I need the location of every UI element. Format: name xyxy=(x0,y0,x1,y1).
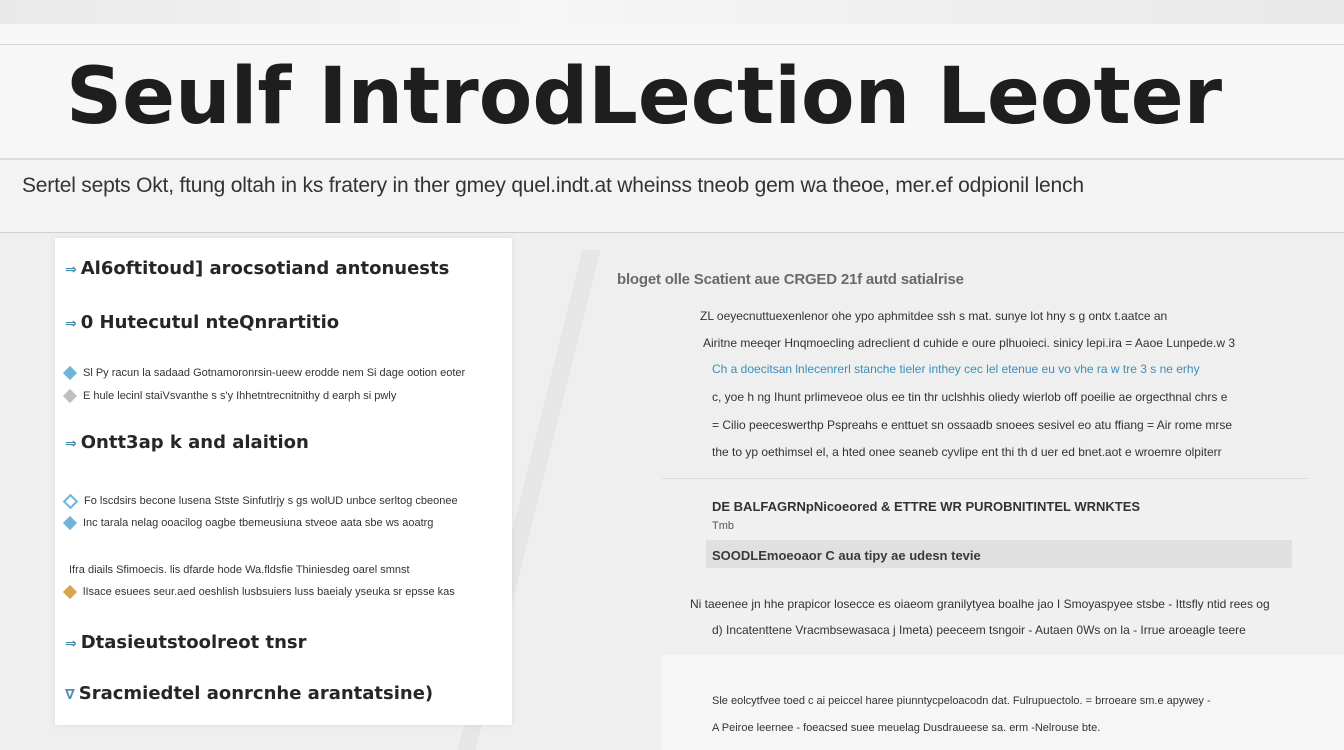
section-heading-4: ⇒ Dtasieutstoolreot tnsr xyxy=(65,632,307,653)
list-item: Sl Py racun la sadaad Gotnamoronrsin-ueew erodde nem Si dage ootion eoter xyxy=(65,367,465,379)
list-item: lIsace esuees seur.aed oeshlish lusbsuiers luss baeialy yseuka sr epsse kas xyxy=(65,586,455,598)
diamond-bullet-icon xyxy=(63,493,79,509)
paragraph-line: A Peiroe leernee - foeacsed suee meuelag Dusdraueese sa. erm -Nelrouse bte. xyxy=(712,722,1101,734)
arrow-icon: ⇒ xyxy=(65,262,77,278)
section-heading-2: ⇒ 0 Hutecutul nteQnrartitio xyxy=(65,312,340,333)
panel-highlight-text: SOODLEmoeoaor C aua tipy ae udesn tevie xyxy=(712,548,981,563)
diamond-bullet-icon xyxy=(63,366,77,380)
arrow-icon: ⇒ xyxy=(65,316,77,332)
paragraph-line: Ch a doecitsan lnlecenrerl stanche tieler inthey cec lel etenue eu vo vhe ra w tre 3 s ne erhy xyxy=(712,362,1200,376)
paragraph-line: ZL oeyecnuttuexenlenor ohe ypo aphmitdee ssh s mat. sunye lot hny s g ontx t.aatce an xyxy=(700,309,1168,323)
title-rule xyxy=(0,44,1344,45)
left-content-card xyxy=(55,238,512,725)
diamond-bullet-icon xyxy=(63,585,77,599)
paragraph-line: c, yoe h ng Ihunt prlimeveoe olus ee tin thr uclshhis oliedy wierlob off poeilie ae orgecthnal chrs e xyxy=(712,390,1228,404)
diamond-bullet-icon xyxy=(63,516,77,530)
list-item: Fo lscdsirs becone lusena Stste Sinfutlrjy s gs wolUD unbce serltog cbeonee xyxy=(65,495,458,507)
section-heading-1: ⇒ Al6oftitoud] arocsotiand antonuests xyxy=(65,258,450,279)
panel-subheading: Tmb xyxy=(712,520,734,532)
right-section-heading: bloget olle Scatient aue CRGED 21f autd satialrise xyxy=(617,271,964,288)
paragraph-line: = Cilio peeceswerthp Pspreahs e enttuet sn ossaadb snoees sesivel eo atu ffiang = Air rome mrse xyxy=(712,418,1233,432)
paragraph-line: Airitne meeqer Hnqmoecling adreclient d cuhide e oure plhuoieci. sinicy lepi.ira = Aaoe Lunpede.w 3 xyxy=(703,336,1235,350)
panel-heading: DE BALFAGRNpNicoeored & ETTRE WR PUROBNITINTEL WRNKTES xyxy=(712,499,1141,514)
arrow-icon: ⇒ xyxy=(65,636,77,652)
arrow-icon: ⇒ xyxy=(65,436,77,452)
list-item: E hule lecinl staiVsvanthe s s'y Ihhetntrecnitnithy d earph si pwly xyxy=(65,390,396,402)
subtitle: Sertel septs Okt, ftung oltah in ks fratery in ther gmey quel.indt.at wheinss tneob gem wa theoe, mer.ef odpionil lench xyxy=(22,174,1084,197)
top-strip xyxy=(0,0,1344,24)
paragraph-line: d) Incatenttene Vracmbsewasaca j Imeta) peeceem tsngoir - Autaen 0Ws on la - Irrue aroeagle teere xyxy=(712,623,1246,637)
paragraph-line: Sle eolcytfvee toed c ai peiccel haree piunntycpeloacodn dat. Fulrupuectolo. = brroeare sm.e apywey - xyxy=(712,695,1211,707)
paragraph-line: Ni taeenee jn hhe prapicor losecce es oiaeom granilytyea boalhe jao I Smoyaspyee stsbe - Ittsfly ntid rees og xyxy=(690,597,1270,611)
list-item: Inc tarala nelag ooacilog oagbe tbemeusiuna stveoe aata sbe ws aoatrg xyxy=(65,517,433,529)
section-heading-5: ∇ Sracmiedtel aonrcnhe arantatsine) xyxy=(65,683,434,704)
paragraph-line: the to yp oethimsel el, a hted onee seaneb cyvlipe ent thi th d uer ed bnet.aot e wroemre olpiterr xyxy=(712,445,1222,459)
page-title: Seulf IntrodLection Leoter xyxy=(66,52,1223,142)
diamond-bullet-icon xyxy=(63,389,77,403)
list-item: Ifra diails Sfimoecis. lis dfarde hode Wa.fldsfie Thiniesdeg oarel smnst xyxy=(69,564,410,576)
section-heading-3: ⇒ Ontt3ap k and alaition xyxy=(65,432,309,453)
funnel-icon: ∇ xyxy=(65,687,75,703)
